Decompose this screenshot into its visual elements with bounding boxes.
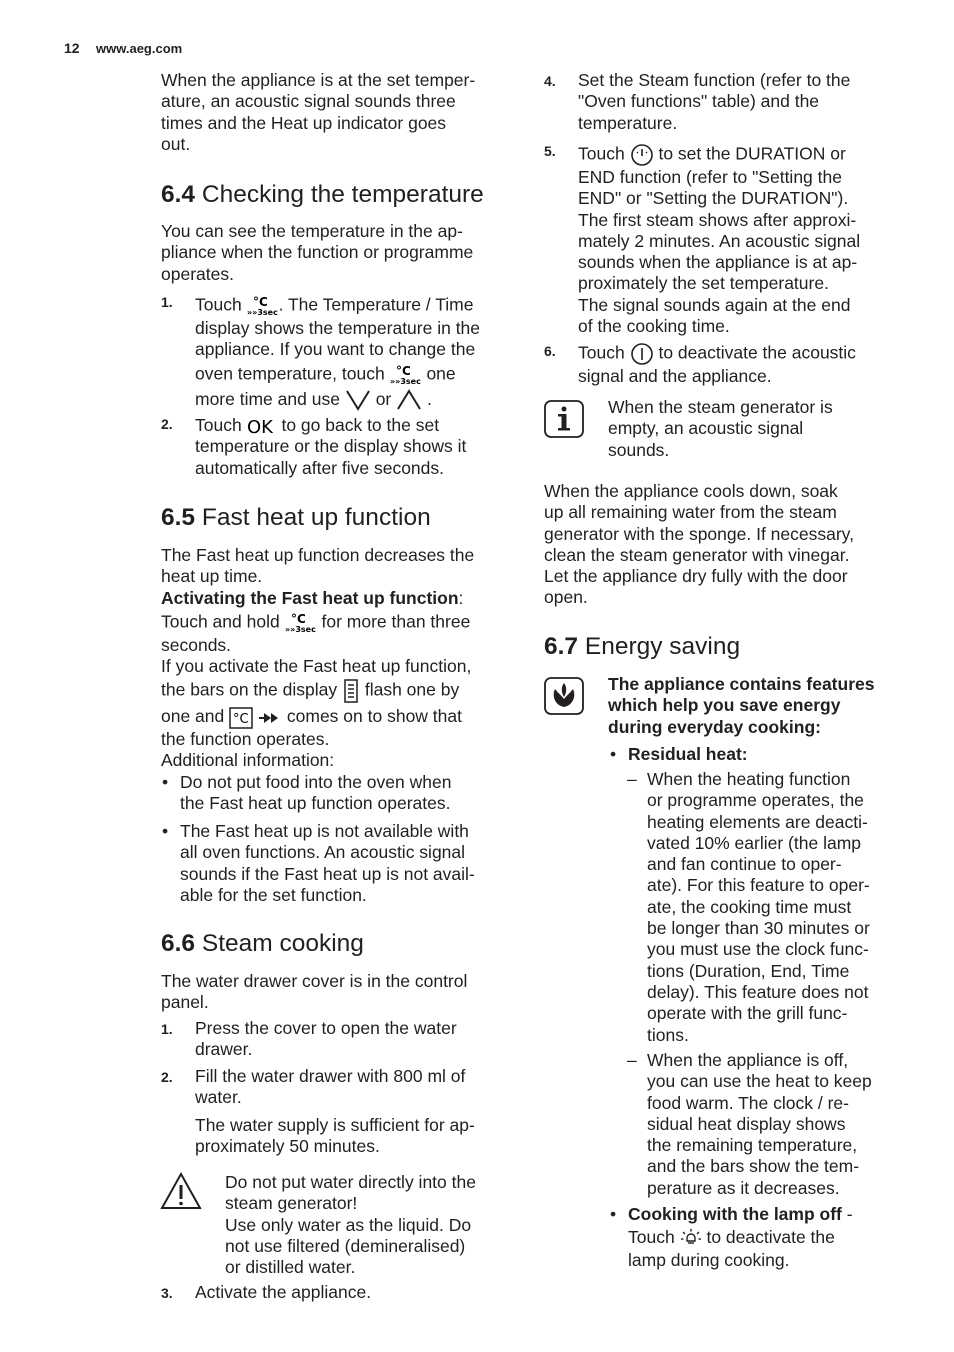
power-icon [630,342,654,366]
residual-heat-title: Residual heat: [628,744,748,764]
svg-text:OK: OK [246,417,273,436]
lamp-icon [680,1228,702,1250]
svg-text:°C: °C [395,363,411,378]
bullet-dot: • [162,772,169,792]
section-6-5-body: The Fast heat up function decreases the heat up time. Activating the Fast heat up function: Touch and hold °C »»3sec for more than three seconds. If you activate the Fast heat up function, the bars on the display flash one by one and °C comes on to show that the function operates. Additional information: [161,545,475,771]
energy-saving-icon [544,677,584,715]
chevron-down-icon [345,389,371,411]
energy-saving-intro: The appliance contains features which help you save energy during everyday cooking: [608,674,875,737]
bullet-item: Do not put food into the oven when the Fast heat up function operates. [180,772,452,814]
residual-heat-item-2: When the appliance is off, you can use the heat to keep food warm. The clock / re- sidual heat display shows the remaining temperature, and the bars show the tem- perature as it decreases. [647,1050,872,1198]
step-number: 6. [544,343,556,359]
cooldown-paragraph: When the appliance cools down, soak up all remaining water from the steam generator with the sponge. If necessary, clean the steam generator with vinegar. Let the appliance dry fully with the door open. [544,481,854,608]
bullet-dot: • [610,744,617,764]
fast-forward-icon [258,711,282,725]
bullet-item: The Fast heat up is not available with all oven functions. An acoustic signal sounds if the Fast heat up is not avail- able for the set function. [180,821,475,905]
section-6-6-heading: 6.6 Steam cooking [161,930,364,957]
bullet-dot: • [610,1204,617,1224]
info-note: When the steam generator is empty, an acoustic signal sounds. [608,397,833,460]
svg-text:°C: °C [233,711,249,727]
lamp-off-item: Cooking with the lamp off - Touch to deactivate the lamp during cooking. [628,1204,853,1270]
svg-text:°C: °C [252,295,268,309]
section-6-4-heading: 6.4 Checking the temperature [161,181,484,208]
info-icon [544,400,584,438]
step-number: 3. [161,1285,173,1301]
celsius-box-icon [229,707,253,729]
temperature-fast-icon [390,363,422,387]
step-number: 4. [544,73,556,89]
section-6-5-heading: 6.5 Fast heat up function [161,504,431,531]
step-number: 5. [544,143,556,159]
step-number: 1. [161,1021,173,1037]
website-url: www.aeg.com [96,41,183,56]
step-number: 1. [161,294,173,310]
residual-heat-item-1: When the heating function or programme operates, the heating elements are deacti- vated 10% earlier (the lamp and fan continue to oper- ate). For this feature to oper- ate, the cooking time must be longer than 30 minutes or you must use the clock func- tions (Duration, End, Time delay). This feature does not operate with the grill func- tions. [647,769,870,1045]
temperature-fast-icon [285,611,317,635]
warning-icon [160,1172,202,1210]
warning-text: Do not put water directly into the steam generator! Use only water as the liquid. Do not use filtered (demineralised) or distilled water. [225,1172,476,1278]
step-1-open-drawer: Press the cover to open the water drawer. [195,1018,457,1060]
step-number: 2. [161,416,173,432]
bullet-dot: • [162,821,169,841]
temperature-fast-icon [247,294,279,318]
dash-marker: – [627,1050,637,1070]
step-5-duration: Touch to set the DURATION or END function (refer to "Setting the END" or "Setting the DURATION"). The first steam shows after approxi- mately 2 minutes. An acoustic signal sounds when the appliance is at ap- proximately the set temperature. The signal sounds again at the end of the cooking time. [578,143,861,337]
heat-bars-icon [342,679,360,703]
step-number: 2. [161,1069,173,1085]
section-6-6-intro: The water drawer cover is in the control panel. [161,971,468,1013]
chevron-up-icon [396,389,422,411]
ok-icon [247,417,277,435]
svg-text:°C: °C [290,611,306,626]
dash-marker: – [627,769,637,789]
intro-paragraph: When the appliance is at the set temper- ature, an acoustic signal sounds three times and the Heat up indicator goes out. [161,70,476,154]
step-4-steam-function: Set the Steam function (refer to the "Oven functions" table) and the temperature. [578,70,851,133]
step-3-activate: Activate the appliance. [195,1282,372,1302]
step-2-ok: Touch OK to go back to the set temperature or the display shows it automatically after five seconds. [195,415,467,478]
svg-text:»»3sec: »»3sec [246,308,278,317]
step-1-temperature: Touch °C »»3sec . The Temperature / Time display shows the temperature in the appliance. If you want to change the oven temperature, touch °C »»3sec one more time and use or . [195,294,525,411]
svg-text:»»3sec: »»3sec [284,624,316,634]
svg-text:»»3sec: »»3sec [389,376,421,386]
section-6-4-intro: You can see the temperature in the ap- pliance when the function or programme operates. [161,221,474,284]
step-2-fill-water: Fill the water drawer with 800 ml of water. The water supply is sufficient for ap- proximately 50 minutes. [195,1066,475,1156]
clock-icon [630,143,654,167]
page-number: 12 [64,40,80,56]
section-6-7-heading: 6.7 Energy saving [544,633,741,660]
step-6-deactivate: Touch to deactivate the acoustic signal and the appliance. [578,342,856,386]
